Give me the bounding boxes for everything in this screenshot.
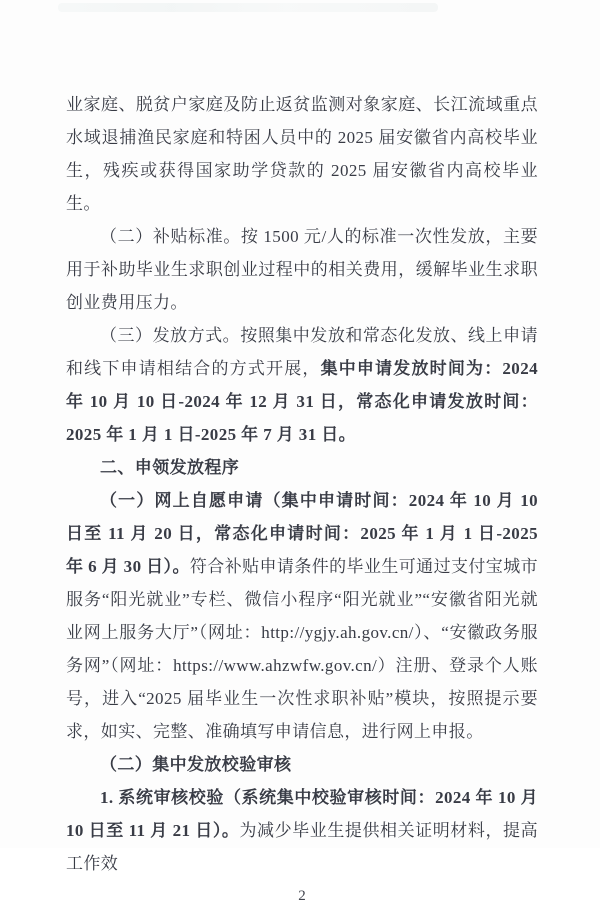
paragraph-online-application xyxy=(66,484,538,748)
paragraph-text: 为减少毕业生提供相关证明材料，提高工作效 xyxy=(66,821,538,873)
paragraph-text: 符合补贴申请条件的毕业生可通过支付宝城市服务“阳光就业”专栏、微信小程序“阳光就业”“安徽省阳光就业网上服务大厅”（网址：http://ygjy.ah.gov.cn/）、“安徽政务服务网”（网址：https://www.ahzwfw.gov.cn/）注册、登录个人账号，进入“2025 届毕业生一次性求职补贴”模块，按照提示要求，如实、完整、准确填写申请信息，进行网上申报。 xyxy=(66,557,539,741)
page-number: 2 xyxy=(298,888,306,904)
paragraph-text-bold-review-window: 1. 系统审核校验（系统集中校验审核时间：2024 年 10 月 10 日至 11 月 21 日）。 xyxy=(66,788,538,840)
paragraph-text-bold-dates: 集中申请发放时间为：2024 年 10 月 10 日-2024 年 12 月 31 日，常态化申请发放时间：2025 年 1 月 1 日-2025 年 7 月 31 日。 xyxy=(66,359,538,444)
paragraph-system-review xyxy=(66,781,538,880)
paragraph-text: 业家庭、脱贫户家庭及防止返贫监测对象家庭、长江流域重点水域退捕渔民家庭和特困人员中的 2025 届安徽省内高校毕业生，残疾或获得国家助学贷款的 2025 届安徽省内高校毕业生。 xyxy=(66,95,538,213)
scan-artifact xyxy=(58,3,438,12)
paragraph-text: （二）补贴标准。按 1500 元/人的标准一次性发放，主要用于补助毕业生求职创业过程中的相关费用，缓解毕业生求职创业费用压力。 xyxy=(66,227,538,312)
paragraph-text: （三）发放方式。按照集中发放和常态化发放、线上申请和线下申请相结合的方式开展， xyxy=(66,326,538,378)
section-heading-application-procedure xyxy=(66,451,538,484)
paragraph-eligibility-continued xyxy=(66,88,538,220)
paragraph-distribution-method xyxy=(66,319,538,451)
paragraph-text-bold-application-window: （一）网上自愿申请（集中申请时间：2024 年 10 月 10 日至 11 月 20 日，常态化申请时间：2025 年 1 月 1 日-2025 年 6 月 30 日）。 xyxy=(66,491,538,576)
heading-text: 二、申领发放程序 xyxy=(100,458,240,477)
paragraph-subsidy-standard xyxy=(66,220,538,319)
heading-text: （二）集中发放校验审核 xyxy=(100,755,292,774)
subheading-centralized-review xyxy=(66,748,538,781)
